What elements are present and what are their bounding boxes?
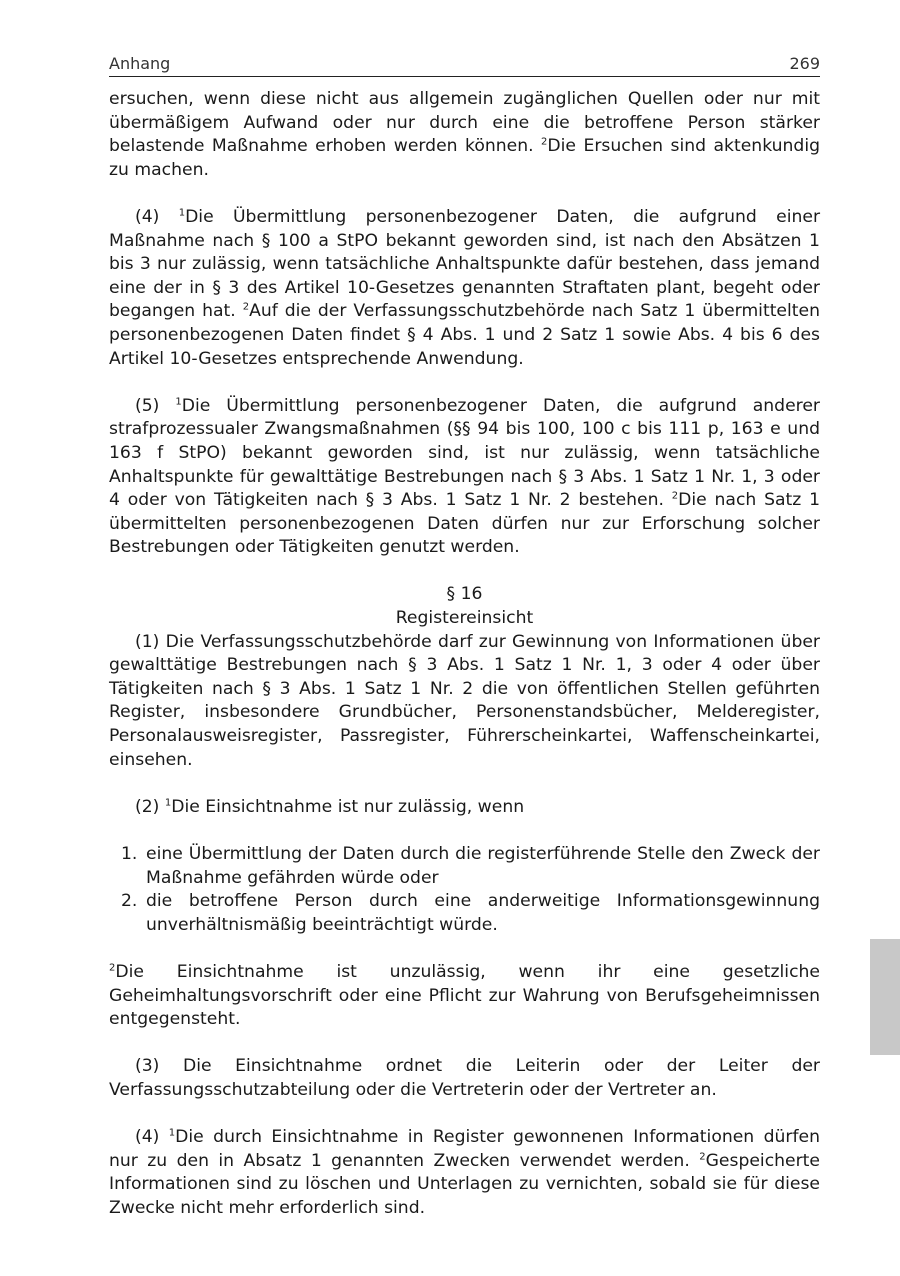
list-number: 2. [121, 891, 138, 912]
sentence: Die Übermittlung personenbezogener Daten, die aufgrund anderer strafprozessualer Zwangsmaßnahmen (§§ 94 bis 100, 100 c bis 111 p, 163 e und 163 f StPO) bekannt geworden sind, ist nur zulässig, wenn tatsächliche Anhaltspunkte für gewalttätige Bestrebungen nach § 3 Abs. 1 Satz 1 Nr. 1, 3 oder 4 oder von Tätigkeiten nach § 3 Abs. 1 Satz 1 Nr. 2 bestehen. [109, 395, 820, 511]
sentence: Gespeicherte Informationen sind zu löschen und Unterlagen zu vernichten, sobald sie für diese Zwecke nicht mehr erforderlich sind. [109, 1150, 820, 1218]
paragraph-label: (4) [135, 1127, 160, 1148]
sentence: Die Einsichtnahme ist nur zulässig, wenn [171, 796, 525, 817]
section-title: Registereinsicht [395, 608, 534, 629]
section16-abs2-sentence2 [109, 961, 820, 1032]
sentence-marker: 1 [175, 395, 182, 407]
list-item [109, 843, 820, 890]
sentence-marker: 2 [109, 962, 116, 974]
list-number: 1. [121, 844, 138, 864]
paragraph-abs5 [109, 395, 820, 560]
running-head-title: Anhang [109, 54, 171, 73]
list-item [109, 890, 820, 937]
paragraph-abs4 [109, 206, 820, 371]
section16-abs2 [109, 796, 820, 820]
sentence-marker: 2 [699, 1150, 706, 1162]
thumb-index-tab [870, 939, 900, 1055]
continued-paragraph [109, 88, 820, 182]
sentence: Die Ersuchen sind aktenkundig zu machen. [109, 136, 821, 180]
sentence-marker: 1 [168, 1127, 176, 1139]
sentence: Die nach Satz 1 übermittelten personenbezogenen Daten dürfen nur zur Erforschung solcher Bestrebungen oder Tätigkeiten genutzt werden. [109, 490, 820, 558]
sentence: ersuchen, wenn diese nicht aus allgemein zugänglichen Quellen oder nur mit übermäßigem Aufwand oder nur durch eine die betroffene Person stärker belastende Maßnahme erhoben werden können. [109, 89, 820, 157]
condition-list [109, 843, 820, 937]
section16-abs3: (3) Die Einsichtnahme ordnet die Leiterin oder der Leiter der Verfassungsschutzabteilung oder die Vertreterin oder der Vertreter an. [109, 1056, 820, 1100]
paragraph-label: (4) [135, 206, 160, 227]
sentence-marker: 1 [178, 207, 186, 219]
section-number: § 16 [446, 584, 483, 605]
page-body [109, 88, 820, 1221]
section16-abs4 [109, 1126, 820, 1220]
sentence: Die durch Einsichtnahme in Register gewonnenen Informationen dürfen nur zu den in Absatz 1 genannten Zwecken verwendet werden. [109, 1127, 820, 1171]
page-number: 269 [789, 54, 820, 73]
section16-abs1: (1) Die Verfassungsschutzbehörde darf zur Gewinnung von Informationen über gewalttätige Bestrebungen nach § 3 Abs. 1 Satz 1 Nr. 1, 3 oder 4 oder über Tätigkeiten nach § 3 Abs. 1 Satz 1 Nr. 2 die von öffentlichen Stellen geführten Register, insbesondere Grundbücher, Personenstandsbücher, Melderegister, Personalausweisregister, Passregister, Führerscheinkartei, Waffenscheinkartei, einsehen. [109, 631, 820, 770]
sentence-marker: 2 [671, 490, 679, 502]
sentence: Die Übermittlung personenbezogener Daten, die aufgrund einer Maßnahme nach § 100 a StPO bekannt geworden sind, ist nach den Absätzen 1 bis 3 nur zulässig, wenn tatsächliche Anhaltspunkte dafür bestehen, dass jemand eine der in § 3 des Artikel 10-Gesetzes genannten Straftaten plant, begeht oder begangen hat. [109, 206, 821, 322]
paragraph-label: (2) [135, 796, 160, 817]
sentence-marker: 2 [242, 301, 250, 313]
running-header [109, 52, 820, 77]
list-item-text: eine Übermittlung der Daten durch die registerführende Stelle den Zweck der Maßnahme gefährden würde oder [146, 844, 820, 888]
sentence: Auf die der Verfassungsschutzbehörde nach Satz 1 übermittelten personenbezogenen Daten findet § 4 Abs. 1 und 2 Satz 1 sowie Abs. 4 bis 6 des Artikel 10-Gesetzes entsprechende Anwendung. [109, 301, 820, 369]
paragraph-label: (5) [135, 395, 160, 416]
sentence-marker: 1 [164, 797, 172, 809]
list-item-text: die betroffene Person durch eine anderweitige Informationsgewinnung unverhältnismäßig beeinträchtigt würde. [146, 891, 820, 935]
sentence: Die Einsichtnahme ist unzulässig, wenn ihr eine gesetzliche Geheimhaltungsvorschrift oder eine Pflicht zur Wahrung von Berufsgeheimnissen entgegensteht. [109, 961, 820, 1030]
sentence-marker: 2 [541, 136, 548, 148]
